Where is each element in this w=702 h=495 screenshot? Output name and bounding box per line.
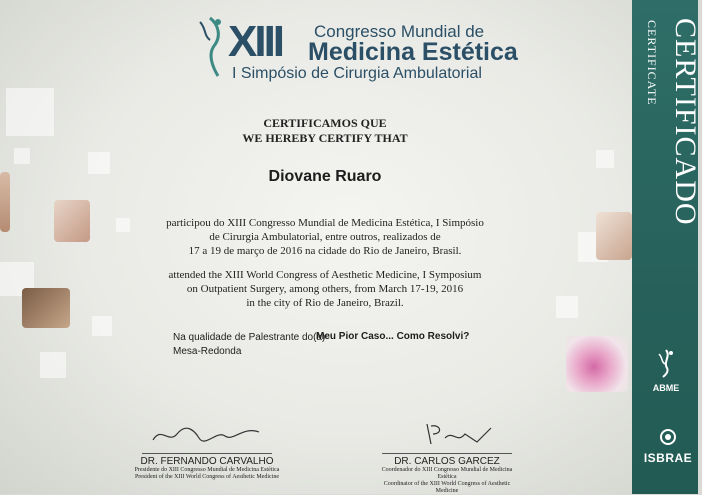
logo-line-2: Medicina Estética	[308, 38, 518, 66]
decor-square	[92, 316, 112, 336]
skin-photo	[0, 172, 10, 232]
hair-photo	[22, 288, 70, 328]
face-photo	[54, 200, 90, 242]
signature-role-en: President of the XIII World Congress of Aesthetic Medicine	[134, 474, 280, 480]
body-pt-line: participou do XIII Congresso Mundial de Medicina Estética, I Simpósio	[166, 217, 484, 229]
isbrae-emblem-icon	[659, 428, 677, 446]
body-en-line: attended the XIII World Congress of Aesthetic Medicine, I Symposium	[168, 269, 482, 281]
decor-square	[40, 352, 66, 378]
side-subtitle: CERTIFICATE	[645, 20, 659, 106]
signature-block-president	[132, 420, 282, 481]
decor-square	[596, 150, 614, 168]
presentation-topic: Meu Pior Caso... Como Resolvi?	[316, 331, 470, 342]
certify-en: WE HEREBY CERTIFY THAT	[242, 131, 408, 145]
isbrae-label: ISBRAE	[643, 451, 693, 465]
handwritten-signature-icon	[387, 420, 507, 448]
logo-line-1: Congresso Mundial de	[314, 22, 485, 41]
recipient-name: Diovane Ruaro	[268, 168, 382, 185]
abme-label: ABME	[652, 383, 680, 393]
certify-heading	[100, 116, 550, 146]
signature-name: DR. FERNANDO CARVALHO	[140, 456, 274, 467]
signature-role-en: Coordinator of the XIII World Congress of Aesthetic Medicine	[383, 481, 511, 494]
profile-photo	[596, 212, 632, 260]
participation-role	[173, 331, 325, 359]
orchid-photo	[566, 336, 628, 392]
decor-square	[6, 88, 54, 136]
signature-line	[142, 453, 272, 454]
decor-square	[14, 148, 30, 164]
congress-logo-figure-icon	[188, 14, 232, 80]
role-line: Na qualidade de Palestrante do(a)	[173, 332, 326, 343]
body-pt-line: 17 a 19 de março de 2016 na cidade do Rio de Janeiro, Brasil.	[188, 245, 462, 257]
side-title: CERTIFICADO	[669, 18, 702, 226]
signature-role-pt: Coordenador do XIII Congresso Mundial de Medicina Estética	[381, 467, 513, 480]
body-en-line: on Outpatient Surgery, among others, from March 17-19, 2016	[186, 283, 464, 295]
signature-name: DR. CARLOS GARCEZ	[394, 456, 500, 467]
logo-numeral: XIII	[228, 17, 283, 66]
decor-square	[556, 296, 578, 318]
signature-block-coordinator	[372, 420, 522, 495]
body-en-line: in the city of Rio de Janeiro, Brazil.	[246, 297, 404, 309]
body-pt-line: de Cirurgia Ambulatorial, entre outros, realizados de	[209, 231, 441, 243]
isbrae-logo	[640, 428, 696, 465]
abme-logo	[646, 348, 686, 393]
role-line: Mesa-Redonda	[173, 346, 242, 357]
logo-line-3: I Simpósio de Cirurgia Ambulatorial	[232, 65, 482, 82]
abme-figure-icon	[651, 348, 681, 378]
handwritten-signature-icon	[147, 420, 267, 448]
side-band	[632, 0, 702, 494]
body-english	[100, 268, 550, 310]
certify-pt: CERTIFICAMOS QUE	[263, 116, 387, 130]
signature-line	[382, 453, 512, 454]
signature-role-pt: Presidente do XIII Congresso Mundial de Medicina Estética	[134, 467, 280, 473]
body-portuguese	[100, 216, 550, 258]
